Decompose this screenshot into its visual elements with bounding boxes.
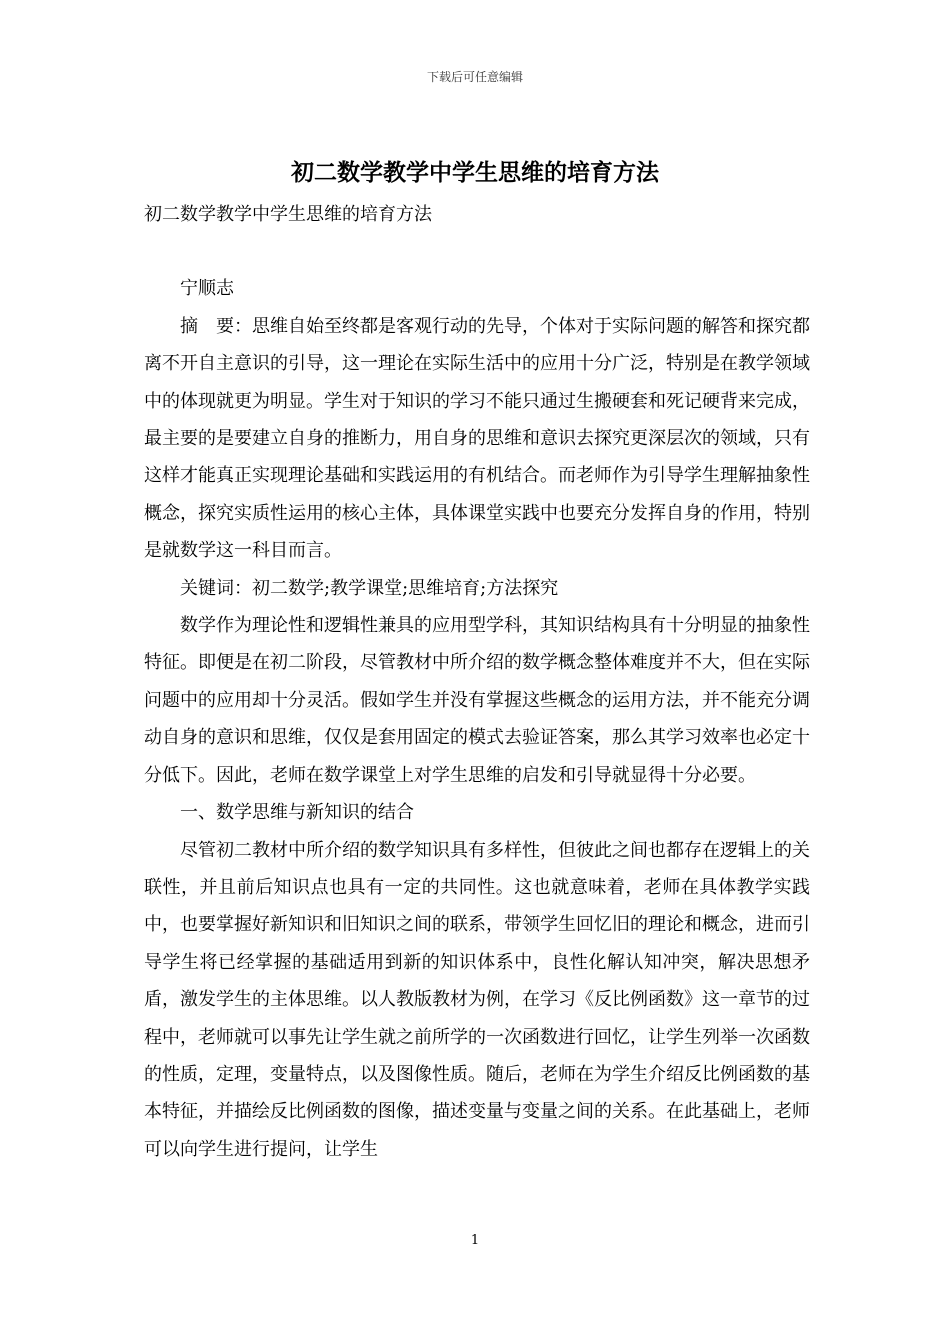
author-line: 宁顺志: [180, 278, 234, 300]
keywords-line: 关键词：初二数学;教学课堂;思维培育;方法探究: [180, 577, 559, 599]
document-subtitle: 初二数学教学中学生思维的培育方法: [144, 204, 432, 225]
page-number: 1: [470, 1233, 480, 1248]
section-heading: 一、数学思维与新知识的结合: [180, 802, 414, 824]
section-paragraph: 尽管初二教材中所介绍的数学知识具有多样性，但彼此之间也都存在逻辑上的关联性，并且前后知识点也具有一定的共同性。这也就意味着，老师在具体教学实践中，也要掌握好新知识和旧知识之间的联系，带领学生回忆旧的理论和概念，进而引导学生将已经掌握的基础适用到新的知识体系中，良性化解认知冲突，解决思想矛盾，激发学生的主体思维。以人教版教材为例，在学习《反比例函数》这一章节的过程中，老师就可以事先让学生就之前所学的一次函数进行回忆，让学生列举一次函数的性质，定理，变量特点，以及图像性质。随后，老师在为学生介绍反比例函数的基本特征，并描绘反比例函数的图像，描述变量与变量之间的关系。在此基础上，老师可以向学生进行提问，让学生: [144, 839, 810, 1160]
document-title: 初二数学教学中学生思维的培育方法: [291, 159, 659, 186]
header-note: 下载后可任意编辑: [426, 70, 523, 84]
blank-line: [144, 233, 810, 270]
document-body: [144, 196, 810, 1168]
abstract-paragraph: 摘 要：思维自始至终都是客观行动的先导，个体对于实际问题的解答和探究都离不开自主意识的引导，这一理论在实际生活中的应用十分广泛，特别是在教学领域中的体现就更为明显。学生对于知识的学习不能只通过生搬硬套和死记硬背来完成，最主要的是要建立自身的推断力，用自身的思维和意识去探究更深层次的领域，只有这样才能真正实现理论基础和实践运用的有机结合。而老师作为引导学生理解抽象性概念，探究实质性运用的核心主体，具体课堂实践中也要充分发挥自身的作用，特别是就数学这一科目而言。: [144, 315, 810, 562]
intro-paragraph: 数学作为理论性和逻辑性兼具的应用型学科，其知识结构具有十分明显的抽象性特征。即便是在初二阶段，尽管教材中所介绍的数学概念整体难度并不大，但在实际问题中的应用却十分灵活。假如学生并没有掌握这些概念的运用方法，并不能充分调动自身的意识和思维，仅仅是套用固定的模式去验证答案，那么其学习效率也必定十分低下。因此，老师在数学课堂上对学生思维的启发和引导就显得十分必要。: [144, 615, 810, 786]
